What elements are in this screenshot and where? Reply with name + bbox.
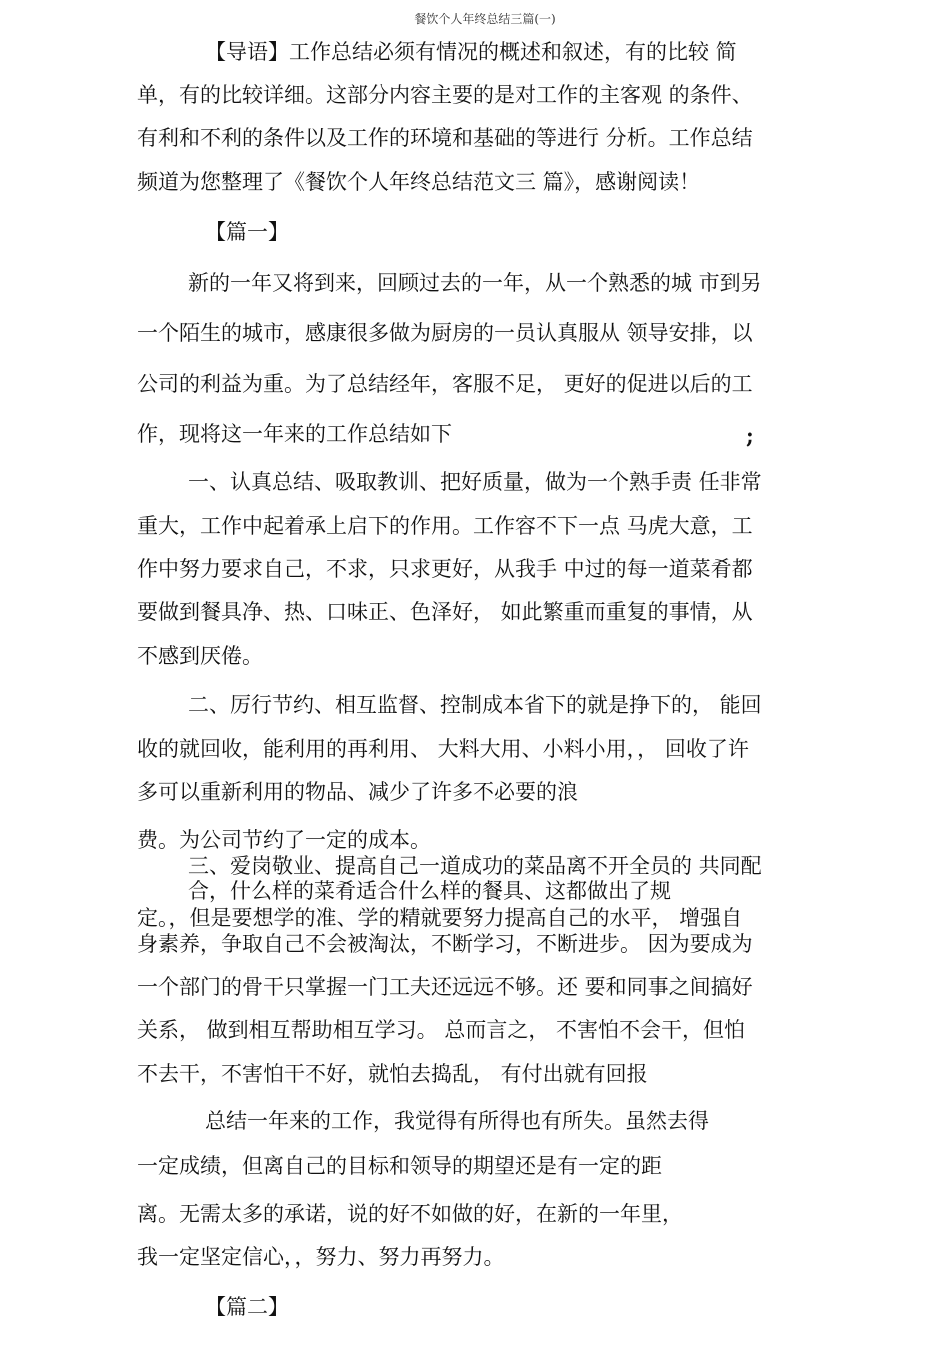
para1-line-1: 新的一年又将到来，回顾过去的一年，从一个熟悉的城 市到另 — [188, 271, 762, 295]
para2-line-3: 作中努力要求自己，不求，只求更好，从我手 中过的每一道菜肴都 — [137, 557, 753, 581]
para5-line-3: 离。无需太多的承诺，说的好不如做的好，在新的一年里， — [137, 1202, 683, 1226]
para4-line-7: 不去干，不害怕干不好，就怕去捣乱， 有付出就有回报 — [137, 1062, 648, 1086]
para1-end-mark: ; — [746, 423, 754, 448]
section-heading-1: 【篇一】 — [205, 220, 289, 244]
para2-line-1: 一、认真总结、吸取教训、把好质量，做为一个熟手责 任非常 — [188, 470, 762, 494]
para1-line-2: 一个陌生的城市，感康很多做为厨房的一员认真服从 领导安排，以 — [137, 321, 753, 345]
intro-line-1: 【导语】工作总结必须有情况的概述和叙述，有的比较 简 — [205, 40, 737, 64]
para3-line-4: 费。为公司节约了一定的成本。 — [137, 828, 431, 852]
para4-line-2: 合，什么样的菜肴适合什么样的餐具、这都做出了规 — [188, 879, 671, 903]
para4-line-6: 关系， 做到相互帮助相互学习。 总而言之， 不害怕不会干，但怕 — [137, 1018, 746, 1042]
para2-line-5: 不感到厌倦。 — [137, 644, 263, 668]
para5-line-4: 我一定坚定信心，，努力、努力再努力。 — [137, 1245, 505, 1269]
para2-line-2: 重大，工作中起着承上启下的作用。工作容不下一点 马虎大意，工 — [137, 514, 753, 538]
section-heading-2: 【篇二】 — [205, 1295, 289, 1319]
intro-line-2: 单，有的比较详细。这部分内容主要的是对工作的主客观 的条件、 — [137, 83, 753, 107]
para4-line-3: 定。，但是要想学的准、学的精就要努力提高自己的水平， 增强自 — [137, 906, 743, 930]
intro-line-4: 频道为您整理了《餐饮个人年终总结范文三 篇》，感谢阅读！ — [137, 170, 701, 194]
para3-line-1: 二、厉行节约、相互监督、控制成本省下的就是挣下的， 能回 — [188, 693, 762, 717]
para2-line-4: 要做到餐具净、热、口味正、色泽好， 如此繁重而重复的事情，从 — [137, 600, 753, 624]
para3-line-3: 多可以重新利用的物品、减少了许多不必要的浪 — [137, 780, 578, 804]
para4-line-1: 三、爱岗敬业、提高自己一道成功的菜品离不开全员的 共同配 — [188, 854, 762, 878]
para1-line-3: 公司的利益为重。为了总结经年，客服不足， 更好的促进以后的工 — [137, 372, 753, 396]
para5-line-1: 总结一年来的工作，我觉得有所得也有所失。虽然去得 — [205, 1109, 709, 1133]
para1-line-4: 作，现将这一年来的工作总结如下 — [137, 422, 452, 446]
intro-line-3: 有利和不利的条件以及工作的环境和基础的等进行 分析。工作总结 — [137, 126, 753, 150]
para5-line-2: 一定成绩，但离自己的目标和领导的期望还是有一定的距 — [137, 1154, 662, 1178]
para4-line-4: 身素养，争取自己不会被淘汰，不断学习，不断进步。 因为要成为 — [137, 932, 753, 956]
para3-line-2: 收的就回收，能利用的再利用、 大料大用、小料小用，， 回收了许 — [137, 737, 749, 761]
para4-line-5: 一个部门的骨干只掌握一门工夫还远远不够。还 要和同事之间搞好 — [137, 975, 753, 999]
page-header-title: 餐饮个人年终总结三篇(一) — [414, 12, 556, 26]
